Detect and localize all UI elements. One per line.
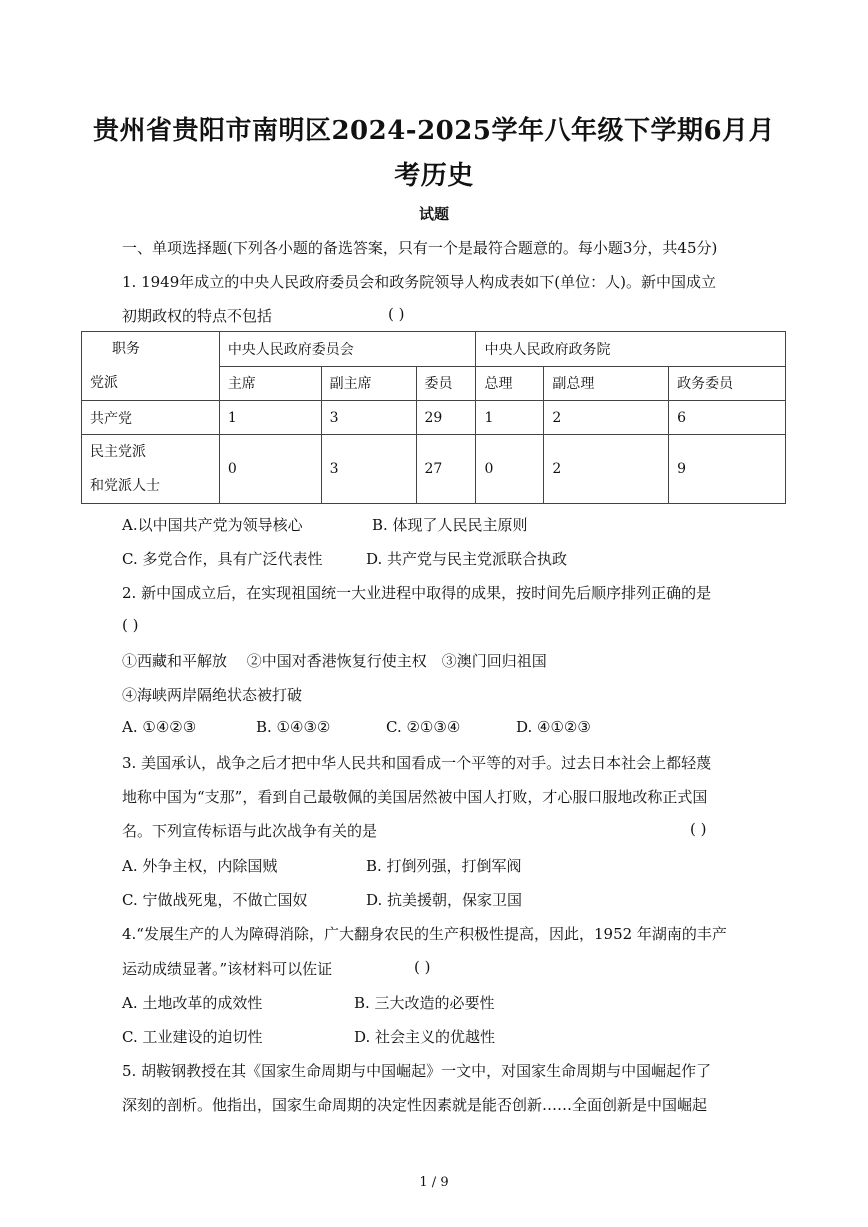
table-cell: 3 <box>321 435 416 504</box>
table-cell: 29 <box>416 401 476 435</box>
table-cell: 0 <box>219 435 321 504</box>
table-header: 主席 <box>219 366 321 401</box>
q3-option-c: C. 宁做战死鬼，不做亡国奴 <box>122 891 308 909</box>
table-corner-top: 职务 <box>112 341 140 357</box>
q1-answer-paren: ( ) <box>388 305 405 323</box>
q4-stem-line1: 4.“发展生产的人为障碍消除，广大翻身农民的生产积极性提高，因此，1952 年湖南的丰产 <box>122 925 727 943</box>
table-header: 副主席 <box>321 366 416 401</box>
q3-option-d: D. 抗美援朝，保家卫国 <box>366 891 523 909</box>
q2-items-line1: ①西藏和平解放 ②中国对香港恢复行使主权 ③澳门回归祖国 <box>122 652 547 670</box>
table-cell: 6 <box>669 401 786 435</box>
q1-option-d: D. 共产党与民主党派联合执政 <box>366 550 568 568</box>
document-title-line2: 考历史 <box>394 161 474 191</box>
q1-option-b: B. 体现了人民民主原则 <box>372 516 528 534</box>
q1-stem-line2: 初期政权的特点不包括 <box>122 307 273 325</box>
table-row-party <box>82 435 220 504</box>
table-header: 政务委员 <box>669 366 786 401</box>
q4-option-b: B. 三大改造的必要性 <box>354 994 495 1012</box>
table-group-header-1: 中央人民政府委员会 <box>219 332 476 367</box>
table-row <box>82 435 786 504</box>
q5-stem-line2: 深刻的剖析。他指出，国家生命周期的决定性因素就是能否创新……全面创新是中国崛起 <box>122 1096 708 1114</box>
table-cell: 1 <box>219 401 321 435</box>
q4-stem-line2: 运动成绩显著。”该材料可以佐证 <box>122 960 333 978</box>
q3-option-a: A. 外争主权，内除国贼 <box>122 857 278 875</box>
page-number: 1 / 9 <box>419 1175 449 1190</box>
q3-stem-line3: 名。下列宣传标语与此次战争有关的是 <box>122 822 378 840</box>
table-cell: 2 <box>544 401 669 435</box>
q2-option-a: A. ①④②③ <box>122 718 197 736</box>
q2-option-c: C. ②①③④ <box>386 718 461 736</box>
section-heading: 一、单项选择题(下列各小题的备选答案，只有一个是最符合题意的。每小题3分，共45分) <box>122 239 718 257</box>
q5-stem-line1: 5. 胡鞍钢教授在其《国家生命周期与中国崛起》一文中，对国家生命周期与中国崛起作了 <box>122 1062 712 1080</box>
table-corner-cell <box>82 332 220 401</box>
table-header: 总理 <box>476 366 544 401</box>
q3-option-b: B. 打倒列强，打倒军阀 <box>366 857 522 875</box>
table-cell: 1 <box>476 401 544 435</box>
q3-stem-line1: 3. 美国承认，战争之后才把中华人民共和国看成一个平等的对手。过去日本社会上都轻蔑 <box>122 754 712 772</box>
q1-stem-line1: 1. 1949年成立的中央人民政府委员会和政务院领导人构成表如下(单位：人)。新中国成立 <box>122 273 716 291</box>
q2-answer-paren: ( ) <box>122 616 139 634</box>
q1-option-a: A.以中国共产党为领导核心 <box>122 516 303 534</box>
document-subtitle: 试题 <box>418 205 449 223</box>
q3-stem-line2: 地称中国为“支那”，看到自己最敬佩的美国居然被中国人打败，才心服口服地改称正式国 <box>122 788 708 806</box>
q4-option-a: A. 土地改革的成效性 <box>122 994 263 1012</box>
table-cell: 3 <box>321 401 416 435</box>
table-row-party-line1: 民主党派 <box>90 444 146 460</box>
table-row <box>82 401 786 435</box>
table-row-party: 共产党 <box>82 401 220 435</box>
table-cell: 9 <box>669 435 786 504</box>
q1-table <box>81 331 786 504</box>
q2-items-line2: ④海峡两岸隔绝状态被打破 <box>122 686 303 704</box>
document-title-line1: 贵州省贵阳市南明区2024-2025学年八年级下学期6月月 <box>92 116 776 146</box>
table-corner-bottom: 党派 <box>90 375 118 391</box>
table-row-party-line2: 和党派人士 <box>90 478 160 494</box>
q4-option-c: C. 工业建设的迫切性 <box>122 1028 263 1046</box>
q3-answer-paren: ( ) <box>690 820 707 838</box>
q2-stem-line1: 2. 新中国成立后，在实现祖国统一大业进程中取得的成果，按时间先后顺序排列正确的是 <box>122 584 712 602</box>
table-cell: 27 <box>416 435 476 504</box>
table-group-header-2: 中央人民政府政务院 <box>476 332 786 367</box>
q2-option-b: B. ①④③② <box>256 718 331 736</box>
table-cell: 2 <box>544 435 669 504</box>
q1-option-c: C. 多党合作，具有广泛代表性 <box>122 550 323 568</box>
q4-answer-paren: ( ) <box>414 958 431 976</box>
q2-option-d: D. ④①②③ <box>516 718 591 736</box>
table-header: 委员 <box>416 366 476 401</box>
table-header: 副总理 <box>544 366 669 401</box>
table-cell: 0 <box>476 435 544 504</box>
q4-option-d: D. 社会主义的优越性 <box>354 1028 496 1046</box>
